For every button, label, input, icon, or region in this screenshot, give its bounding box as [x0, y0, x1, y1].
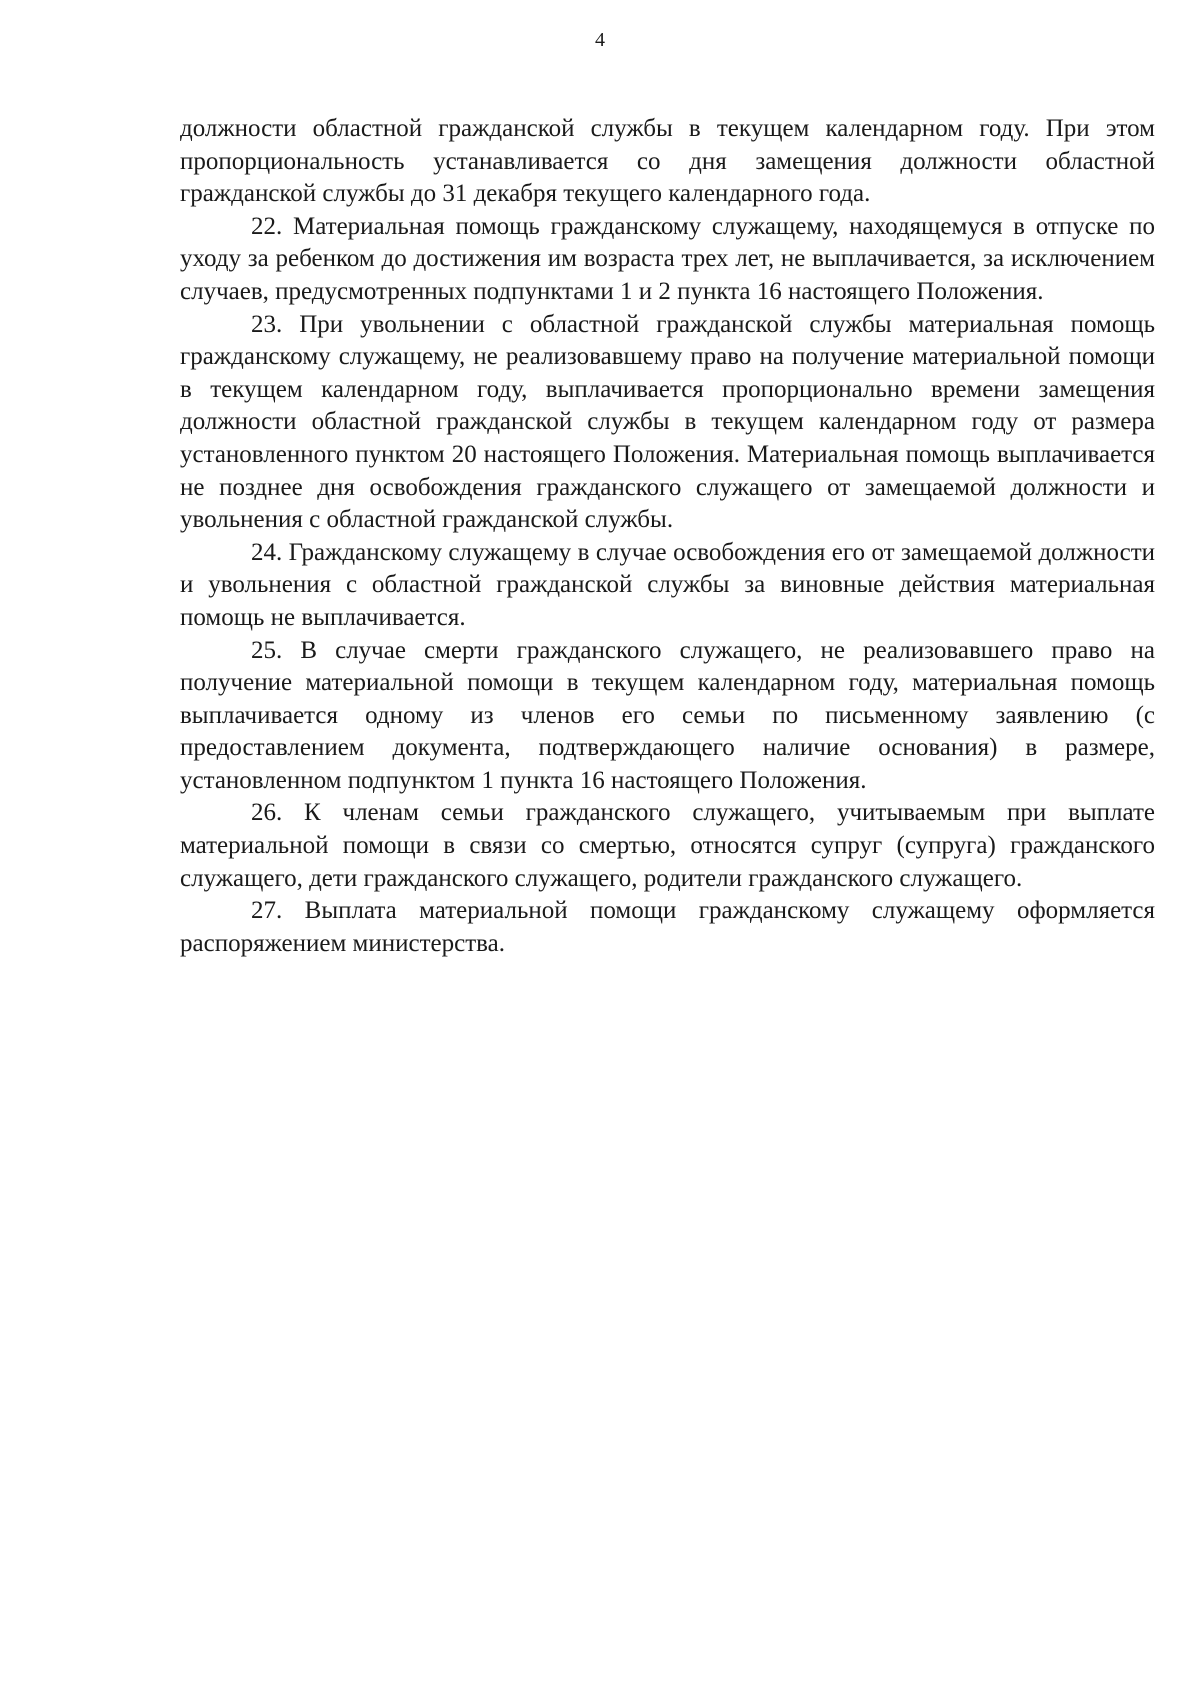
paragraph-23: 23. При увольнении с областной гражданской службы материальная помощь гражданскому служащему, не реализовавшему право на получение материальной помощи в текущем календарном году, выплачивается пропорционально времени замещения должности областной гражданской службы в текущем календарном году от размера установленного пунктом 20 настоящего Положения. Материальная помощь выплачивается не позднее дня освобождения гражданского служащего от замещаемой должности и увольнения с областной гражданской службы. [180, 310, 1155, 534]
paragraph-22: 22. Материальная помощь гражданскому служащему, находящемуся в отпуске по уходу за ребенком до достижения им возраста трех лет, не выплачивается, за исключением случаев, предусмотренных подпунктами 1 и 2 пункта 16 настоящего Положения. [180, 212, 1155, 305]
document-body [180, 113, 1155, 960]
paragraph-25: 25. В случае смерти гражданского служащего, не реализовавшего право на получение материальной помощи в текущем календарном году, материальная помощь выплачивается одному из членов его семьи по письменному заявлению (с предоставлением документа, подтверждающего наличие основания) в размере, установленном подпунктом 1 пункта 16 настоящего Положения. [180, 636, 1155, 794]
paragraph-26: 26. К членам семьи гражданского служащего, учитываемым при выплате материальной помощи в связи со смертью, относятся супруг (супруга) гражданского служащего, дети гражданского служащего, родители гражданского служащего. [180, 799, 1155, 892]
paragraph-continuation: должности областной гражданской службы в текущем календарном году. При этом пропорциональность устанавливается со дня замещения должности областной гражданской службы до 31 декабря текущего календарного года. [180, 115, 1155, 208]
page-number: 4 [595, 29, 605, 51]
paragraph-27: 27. Выплата материальной помощи гражданскому служащему оформляется распоряжением министерства. [180, 897, 1155, 957]
paragraph-24: 24. Гражданскому служащему в случае освобождения его от замещаемой должности и увольнения с областной гражданской службы за виновные действия материальная помощь не выплачивается. [180, 538, 1155, 631]
